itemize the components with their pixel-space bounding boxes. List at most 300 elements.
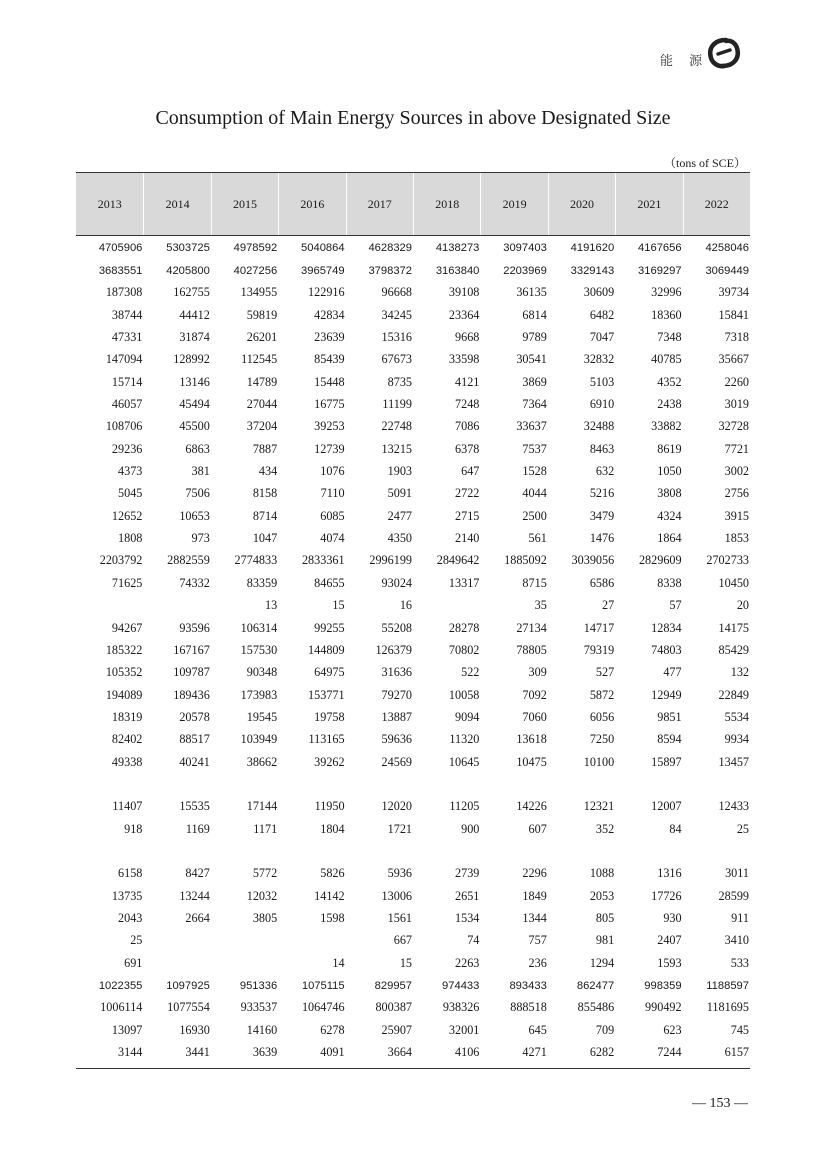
logo-icon	[706, 36, 742, 70]
table-cell: 25	[130, 933, 143, 948]
table-row	[76, 684, 750, 706]
table-cell: 2702733	[706, 553, 749, 568]
table-row	[76, 796, 750, 818]
table-cell: 4074	[320, 531, 345, 546]
table-row	[76, 349, 750, 371]
table-cell: 4705906	[98, 242, 143, 255]
table-row	[76, 527, 750, 549]
table-cell: 128992	[173, 352, 210, 367]
table-cell: 7250	[589, 732, 615, 747]
table-cell: 1188597	[706, 979, 749, 992]
table-cell: 34245	[381, 307, 412, 322]
table-cell: 12007	[651, 799, 682, 814]
table-cell: 33637	[516, 419, 547, 434]
table-cell: 236	[528, 955, 547, 970]
table-cell: 15316	[381, 330, 412, 345]
table-cell: 18319	[111, 709, 143, 724]
table-cell: 11205	[449, 799, 480, 814]
table-cell: 7721	[724, 441, 749, 456]
table-cell: 16775	[314, 397, 345, 412]
table-cell: 561	[528, 531, 547, 546]
table-cell: 113165	[308, 732, 345, 747]
table-cell: 39262	[314, 754, 345, 769]
table-cell: 25	[736, 821, 749, 836]
table-cell: 37204	[246, 419, 278, 434]
table-row	[76, 997, 750, 1019]
table-cell: 2500	[522, 508, 547, 523]
table-cell: 1022355	[98, 979, 143, 992]
table-cell: 9851	[657, 709, 682, 724]
table-header	[76, 172, 750, 236]
table-cell: 39734	[718, 285, 749, 300]
table-cell: 8619	[657, 441, 682, 456]
table-cell: 5040864	[301, 242, 345, 255]
table-cell: 1181695	[706, 1000, 749, 1015]
table-cell: 42834	[314, 307, 345, 322]
table-row	[76, 840, 750, 862]
table-cell: 15897	[651, 754, 682, 769]
table-cell: 20	[736, 598, 749, 613]
table-cell: 6157	[724, 1045, 749, 1060]
table-cell: 6910	[589, 397, 615, 412]
table-cell: 45500	[179, 419, 210, 434]
table-row	[76, 259, 750, 281]
table-cell: 47331	[111, 330, 143, 345]
table-row	[76, 1019, 750, 1041]
table-cell: 18360	[651, 307, 682, 322]
table-cell: 6586	[589, 575, 615, 590]
table-cell: 1171	[253, 821, 278, 836]
table-cell: 122916	[308, 285, 345, 300]
table-cell: 79319	[583, 642, 615, 657]
table-cell: 3410	[724, 933, 749, 948]
table-cell: 10475	[516, 754, 547, 769]
table-cell: 14226	[516, 799, 547, 814]
table-cell: 99255	[314, 620, 345, 635]
table-cell: 2477	[387, 508, 412, 523]
table-cell: 8338	[657, 575, 682, 590]
table-cell: 24569	[381, 754, 412, 769]
table-cell: 32832	[583, 352, 615, 367]
table-cell: 2774833	[234, 553, 278, 568]
table-row	[76, 550, 750, 572]
table-cell: 13457	[718, 754, 749, 769]
table-cell: 10653	[179, 508, 210, 523]
table-cell: 3441	[185, 1045, 210, 1060]
table-cell: 10645	[448, 754, 480, 769]
table-cell: 33882	[651, 419, 682, 434]
table-cell: 2996199	[369, 553, 412, 568]
table-cell: 800387	[375, 1000, 412, 1015]
table-row	[76, 907, 750, 929]
table-cell: 5534	[724, 709, 749, 724]
table-cell: 6378	[455, 441, 480, 456]
table-row	[76, 706, 750, 728]
table-cell: 6085	[320, 508, 345, 523]
table-cell: 5103	[589, 374, 615, 389]
table-cell: 7110	[320, 486, 345, 501]
table-cell: 4167656	[638, 242, 682, 255]
table-cell: 632	[595, 464, 615, 479]
year-header: 2015	[211, 173, 278, 235]
table-cell: 40241	[179, 754, 210, 769]
table-cell: 157530	[240, 642, 278, 657]
table-row	[76, 729, 750, 751]
table-cell: 46057	[111, 397, 143, 412]
table-cell: 2407	[657, 933, 682, 948]
table-cell: 527	[595, 665, 615, 680]
table-row	[76, 416, 750, 438]
table-cell: 23364	[448, 307, 480, 322]
table-cell: 57	[669, 598, 682, 613]
table-cell: 4350	[387, 531, 412, 546]
table-cell: 933537	[240, 1000, 278, 1015]
table-cell: 13006	[381, 888, 412, 903]
table-cell: 96668	[381, 285, 412, 300]
table-cell: 3965749	[301, 264, 345, 277]
table-cell: 132	[730, 665, 749, 680]
table-cell: 85429	[718, 642, 749, 657]
table-cell: 7887	[252, 441, 278, 456]
table-cell: 11199	[382, 397, 412, 412]
table-cell: 709	[595, 1022, 615, 1037]
year-header: 2016	[278, 173, 345, 235]
table-cell: 3163840	[435, 264, 480, 277]
table-cell: 10450	[718, 575, 749, 590]
table-row	[76, 393, 750, 415]
table-cell: 757	[528, 933, 547, 948]
table-cell: 5872	[589, 687, 615, 702]
table-cell: 5045	[118, 486, 143, 501]
table-cell: 45494	[179, 397, 210, 412]
year-header: 2017	[346, 173, 413, 235]
table-cell: 745	[730, 1022, 749, 1037]
table-cell: 2882559	[167, 553, 210, 568]
table-cell: 4628329	[368, 242, 412, 255]
table-cell: 888518	[510, 1000, 547, 1015]
table-cell: 35667	[718, 352, 749, 367]
table-cell: 27044	[246, 397, 278, 412]
table-cell: 2203792	[99, 553, 143, 568]
table-cell: 185322	[105, 642, 143, 657]
table-cell: 6282	[589, 1045, 615, 1060]
table-cell: 3805	[252, 910, 278, 925]
table-cell: 8715	[522, 575, 547, 590]
table-cell: 19545	[246, 709, 278, 724]
year-header: 2013	[97, 196, 122, 211]
table-cell: 3479	[589, 508, 615, 523]
table-cell: 173983	[240, 687, 278, 702]
year-header: 2014	[143, 173, 210, 235]
table-cell: 22748	[381, 419, 412, 434]
table-cell: 27	[602, 598, 615, 613]
table-cell: 4191620	[570, 242, 615, 255]
table-cell: 153771	[308, 687, 345, 702]
table-bottom-rule	[76, 1068, 750, 1069]
table-cell: 8735	[387, 374, 412, 389]
table-cell: 13	[265, 598, 278, 613]
table-cell: 2664	[185, 910, 210, 925]
table-cell: 67673	[381, 352, 412, 367]
table-row	[76, 662, 750, 684]
table-cell: 1064746	[301, 1000, 345, 1015]
table-cell: 39108	[448, 285, 480, 300]
table-cell: 3639	[252, 1045, 278, 1060]
table-row	[76, 371, 750, 393]
table-cell: 1864	[657, 531, 682, 546]
table-cell: 6158	[118, 866, 143, 881]
table-cell: 522	[461, 665, 480, 680]
table-body	[76, 237, 750, 1064]
table-cell: 2260	[724, 374, 749, 389]
table-cell: 2140	[455, 531, 480, 546]
table-cell: 4044	[522, 486, 547, 501]
table-cell: 7244	[657, 1045, 682, 1060]
table-cell: 381	[191, 464, 210, 479]
table-cell: 2739	[455, 866, 480, 881]
table-cell: 990492	[645, 1000, 682, 1015]
table-cell: 13887	[381, 709, 412, 724]
table-cell: 1476	[589, 531, 615, 546]
table-cell: 4027256	[233, 264, 278, 277]
table-cell: 5216	[589, 486, 615, 501]
table-cell: 32728	[718, 419, 749, 434]
table-cell: 26201	[246, 330, 278, 345]
table-cell: 13097	[111, 1022, 143, 1037]
table-cell: 71625	[111, 575, 143, 590]
table-cell: 3869	[522, 374, 547, 389]
table-cell: 94267	[111, 620, 143, 635]
table-cell: 85439	[314, 352, 345, 367]
table-cell: 126379	[375, 642, 412, 657]
table-cell: 59636	[381, 732, 412, 747]
table-cell: 14175	[718, 620, 749, 635]
table-cell: 13146	[179, 374, 210, 389]
table-cell: 4978592	[233, 242, 278, 255]
table-cell: 14160	[246, 1022, 278, 1037]
year-header: 2019	[480, 173, 547, 235]
table-cell: 8427	[185, 866, 210, 881]
table-cell: 17144	[246, 799, 278, 814]
table-cell: 607	[528, 821, 547, 836]
table-cell: 5936	[387, 866, 412, 881]
table-cell: 32001	[448, 1022, 480, 1037]
table-cell: 74	[467, 933, 480, 948]
table-cell: 1534	[455, 910, 480, 925]
table-cell: 4324	[657, 508, 682, 523]
table-cell: 7364	[522, 397, 547, 412]
table-cell: 1316	[657, 866, 682, 881]
table-cell: 1561	[387, 910, 412, 925]
table-cell: 7537	[522, 441, 547, 456]
table-cell: 3329143	[570, 264, 615, 277]
table-cell: 31874	[179, 330, 210, 345]
table-cell: 30541	[516, 352, 547, 367]
table-cell: 13215	[381, 441, 412, 456]
table-row	[76, 460, 750, 482]
table-cell: 3915	[724, 508, 749, 523]
table-row	[76, 1041, 750, 1063]
table-cell: 9934	[724, 732, 749, 747]
table-cell: 5772	[252, 866, 278, 881]
table-cell: 74332	[179, 575, 210, 590]
table-cell: 309	[528, 665, 547, 680]
table-cell: 4258046	[705, 242, 749, 255]
table-cell: 981	[595, 933, 615, 948]
table-cell: 15841	[718, 307, 749, 322]
table-cell: 44412	[179, 307, 210, 322]
table-cell: 477	[663, 665, 682, 680]
table-cell: 32996	[651, 285, 682, 300]
table-cell: 11407	[112, 799, 143, 814]
table-cell: 30609	[583, 285, 615, 300]
table-cell: 17726	[651, 888, 682, 903]
table-cell: 862477	[576, 979, 615, 992]
table-cell: 82402	[111, 732, 143, 747]
table-cell: 623	[663, 1022, 682, 1037]
table-cell: 3002	[724, 464, 749, 479]
table-cell: 1721	[387, 821, 412, 836]
table-cell: 36135	[516, 285, 547, 300]
table-row	[76, 304, 750, 326]
table-cell: 8714	[252, 508, 278, 523]
table-cell: 7248	[455, 397, 480, 412]
table-cell: 2849642	[436, 553, 480, 568]
table-row	[76, 483, 750, 505]
table-cell: 805	[595, 910, 615, 925]
table-cell: 12032	[246, 888, 278, 903]
table-cell: 2715	[455, 508, 480, 523]
section-category: 能 源	[660, 54, 709, 69]
table-cell: 2756	[724, 486, 749, 501]
table-row	[76, 639, 750, 661]
table-cell: 1344	[522, 910, 547, 925]
table-row	[76, 237, 750, 259]
table-cell: 13735	[111, 888, 143, 903]
table-row	[76, 572, 750, 594]
table-cell: 28278	[448, 620, 480, 635]
table-row	[76, 751, 750, 773]
table-cell: 19758	[314, 709, 345, 724]
table-cell: 189436	[173, 687, 210, 702]
table-cell: 12949	[651, 687, 682, 702]
table-cell: 1006114	[100, 1000, 143, 1015]
table-cell: 13244	[179, 888, 210, 903]
table-cell: 7348	[657, 330, 682, 345]
table-cell: 15	[332, 598, 345, 613]
table-cell: 5826	[320, 866, 345, 881]
table-cell: 893433	[509, 979, 547, 992]
table-cell: 3011	[725, 866, 749, 881]
table-cell: 1903	[387, 464, 412, 479]
table-cell: 829957	[374, 979, 412, 992]
table-cell: 1885092	[504, 553, 547, 568]
table-cell: 4138273	[435, 242, 480, 255]
table-cell: 2438	[657, 397, 682, 412]
table-cell: 16930	[179, 1022, 210, 1037]
table-cell: 2296	[522, 866, 547, 881]
table-row	[76, 818, 750, 840]
table-cell: 15535	[179, 799, 210, 814]
table-cell: 14789	[246, 374, 278, 389]
table-cell: 84655	[314, 575, 345, 590]
table-cell: 1294	[589, 955, 615, 970]
table-row	[76, 438, 750, 460]
table-cell: 6863	[185, 441, 210, 456]
table-cell: 93596	[179, 620, 210, 635]
table-cell: 12652	[111, 508, 143, 523]
table-cell: 7060	[522, 709, 547, 724]
table-cell: 1077554	[167, 1000, 210, 1015]
table-cell: 15714	[111, 374, 143, 389]
table-cell: 9668	[455, 330, 480, 345]
table-cell: 108706	[105, 419, 143, 434]
table-cell: 33598	[448, 352, 480, 367]
table-cell: 147094	[105, 352, 143, 367]
table-cell: 3683551	[98, 264, 143, 277]
table-cell: 4271	[522, 1045, 547, 1060]
table-cell: 22849	[718, 687, 749, 702]
table-row	[76, 930, 750, 952]
table-cell: 93024	[381, 575, 412, 590]
page-number: — 153 —	[692, 1096, 748, 1111]
table-cell: 4373	[118, 464, 143, 479]
table-cell: 103949	[240, 732, 278, 747]
table-row	[76, 773, 750, 795]
table-cell: 83359	[246, 575, 278, 590]
table-cell: 70802	[448, 642, 480, 657]
table-cell: 974433	[442, 979, 480, 992]
table-cell: 1598	[320, 910, 345, 925]
table-cell: 1528	[522, 464, 547, 479]
table-cell: 918	[124, 821, 143, 836]
table-cell: 16	[399, 598, 412, 613]
table-row	[76, 974, 750, 996]
table-cell: 8594	[657, 732, 682, 747]
table-cell: 6056	[589, 709, 615, 724]
table-cell: 647	[461, 464, 480, 479]
table-row	[76, 863, 750, 885]
table-cell: 2829609	[638, 553, 682, 568]
table-cell: 951336	[239, 979, 278, 992]
table-cell: 55208	[381, 620, 412, 635]
table-row	[76, 505, 750, 527]
table-cell: 20578	[179, 709, 210, 724]
table-cell: 9094	[455, 709, 480, 724]
table-cell: 134955	[240, 285, 278, 300]
table-cell: 1169	[185, 821, 210, 836]
table-cell: 2203969	[503, 264, 547, 277]
table-cell: 6814	[522, 307, 547, 322]
table-cell: 4352	[657, 374, 682, 389]
table-row	[76, 595, 750, 617]
table-row	[76, 326, 750, 348]
table-cell: 691	[124, 955, 143, 970]
table-cell: 13618	[516, 732, 547, 747]
table-cell: 3144	[118, 1045, 143, 1060]
table-cell: 533	[730, 955, 749, 970]
table-cell: 930	[663, 910, 682, 925]
table-cell: 645	[528, 1022, 547, 1037]
table-cell: 31636	[381, 665, 412, 680]
table-cell: 11950	[314, 799, 345, 814]
table-cell: 911	[731, 910, 749, 925]
table-cell: 7092	[522, 687, 547, 702]
table-cell: 1050	[657, 464, 682, 479]
table-cell: 1075115	[301, 979, 345, 992]
table-cell: 109787	[173, 665, 210, 680]
table-cell: 4091	[320, 1045, 345, 1060]
